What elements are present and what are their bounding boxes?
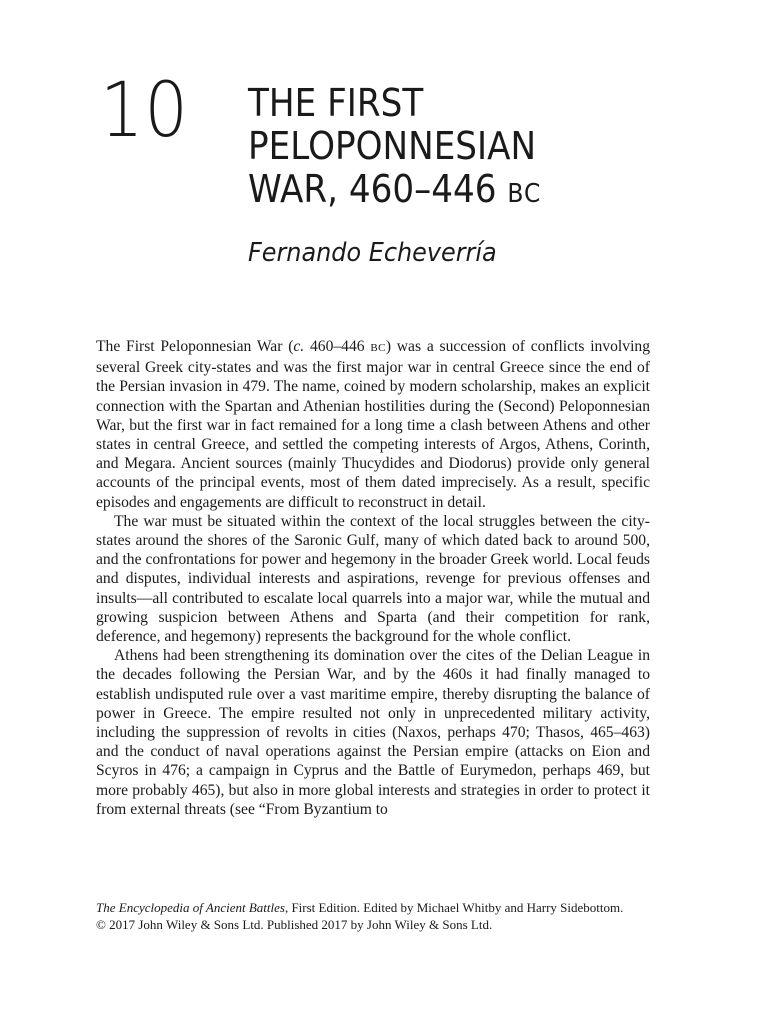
- circa-abbreviation: c.: [293, 338, 305, 355]
- paragraph-1-dates: 460–446: [304, 338, 371, 355]
- body-text: [96, 337, 650, 819]
- footer-copyright: © 2017 John Wiley & Sons Ltd. Published 2017 by John Wiley & Sons Ltd.: [96, 917, 493, 932]
- paragraph-1-body: ) was a succession of conflicts involving several Greek city-states and was the first major war in central Greece since the end of the Persian invasion in 479. The name, coined by modern scholarship, makes an explicit connection with the Spartan and Athenian hostilities during the (Second) Peloponnesian War, but the first war in fact remained for a long time a clash between Athens and other states in central Greece, and settled the competing interests of Argos, Athens, Corinth, and Megara. Ancient sources (mainly Thucydides and Diodorus) provide only general accounts of the principal events, most of them dated imprecisely. As a result, specific episodes and engagements are difficult to reconstruct in detail.: [96, 338, 650, 511]
- page-footer: [96, 899, 656, 933]
- paragraph-3: Athens had been strengthening its domination over the cites of the Delian League in the decades following the Persian War, and by the 460s it had finally managed to establish undisputed rule over a vast maritime empire, thereby disrupting the balance of power in Greece. The empire resulted not only in unprecedented military activity, including the suppression of revolts in cities (Naxos, perhaps 470; Thasos, 465–463) and the conduct of naval operations against the Persian empire (attacks on Eion and Scyros in 476; a campaign in Cyprus and the Battle of Eurymedon, perhaps 469, but more probably 465), but also in more global interests and strategies in order to protect it from external threats (see “From Byzantium to: [96, 647, 650, 818]
- paragraph-1: [96, 337, 650, 512]
- era-abbreviation: BC: [370, 342, 386, 354]
- chapter-title-era: BC: [507, 179, 542, 209]
- paragraph-2: The war must be situated within the context of the local struggles between the city-states around the shores of the Saronic Gulf, many of which dated back to around 500, and the confrontations for power and hegemony in the broader Greek world. Local feuds and disputes, individual interests and aspirations, revenge for previous offenses and insults—all contributed to escalate local quarrels into a major war, while the mutual and growing suspicion between Athens and Sparta (and their competition for rank, deference, and hegemony) represents the background for the whole conflict.: [96, 512, 650, 646]
- book-title: The Encyclopedia of Ancient Battles: [96, 900, 285, 915]
- chapter-title-dates: WAR, 460–446: [248, 167, 497, 211]
- chapter-title-line-1: THE FIRST: [248, 81, 424, 125]
- chapter-title-line-3: [248, 168, 541, 216]
- chapter-title-line-2: PELOPONNESIAN: [248, 124, 537, 168]
- chapter-title: [248, 82, 541, 216]
- footer-citation: [96, 899, 656, 916]
- paragraph-1-intro: The First Peloponnesian War (: [96, 338, 294, 355]
- chapter-number: 10: [100, 65, 189, 154]
- footer-edition: , First Edition. Edited by Michael Whitby and Harry Sidebottom.: [284, 900, 624, 915]
- chapter-author: Fernando Echeverría: [248, 238, 497, 268]
